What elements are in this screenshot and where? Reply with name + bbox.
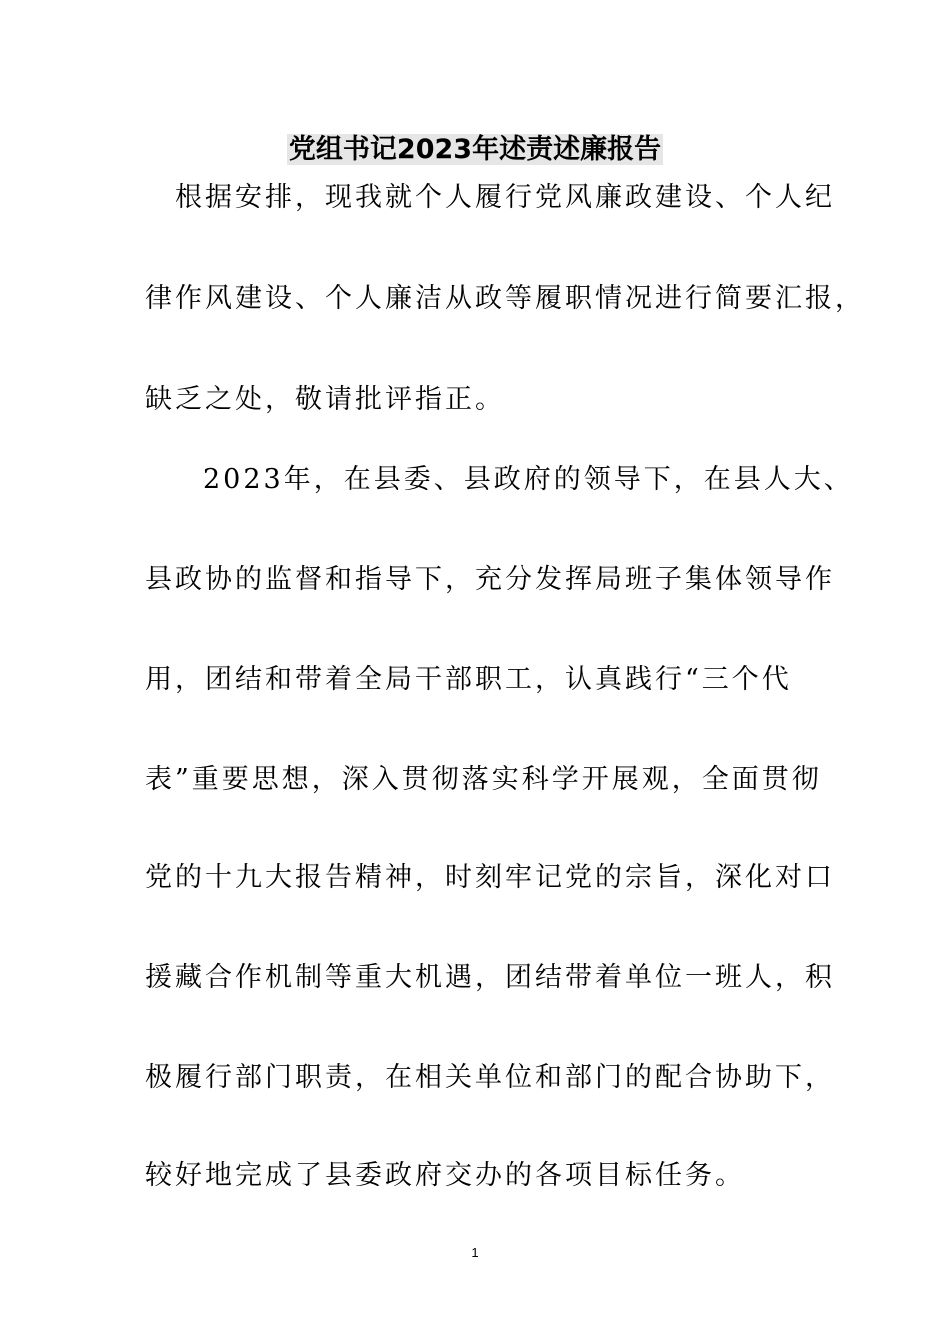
paragraph-line: 援藏合作机制等重大机遇，团结带着单位一班人，积 bbox=[145, 962, 835, 993]
paragraph-line: 党的十九大报告精神，时刻牢记党的宗旨，深化对口 bbox=[145, 862, 835, 893]
paragraph-line: 缺乏之处，敬请批评指正。 bbox=[145, 384, 505, 415]
document-title-text: 党组书记2023年述责述廉报告 bbox=[288, 134, 662, 165]
paragraph-line: 律作风建设、个人廉洁从政等履职情况进行简要汇报， bbox=[145, 283, 865, 314]
paragraph-line: 2023年，在县委、县政府的领导下，在县人大、 bbox=[203, 464, 854, 495]
page-number: 1 bbox=[471, 1245, 479, 1260]
paragraph-line: 较好地完成了县委政府交办的各项目标任务。 bbox=[145, 1160, 745, 1191]
document-title bbox=[0, 128, 950, 172]
paragraph-line: 县政协的监督和指导下，充分发挥局班子集体领导作 bbox=[145, 564, 835, 595]
paragraph-line: 用，团结和带着全局干部职工，认真践行“三个代 bbox=[145, 664, 792, 695]
paragraph-line: 极履行部门职责，在相关单位和部门的配合协助下， bbox=[145, 1062, 835, 1093]
paragraph-line: 根据安排，现我就个人履行党风廉政建设、个人纪 bbox=[175, 182, 835, 213]
paragraph-line: 表”重要思想，深入贯彻落实科学开展观，全面贯彻 bbox=[145, 764, 822, 795]
